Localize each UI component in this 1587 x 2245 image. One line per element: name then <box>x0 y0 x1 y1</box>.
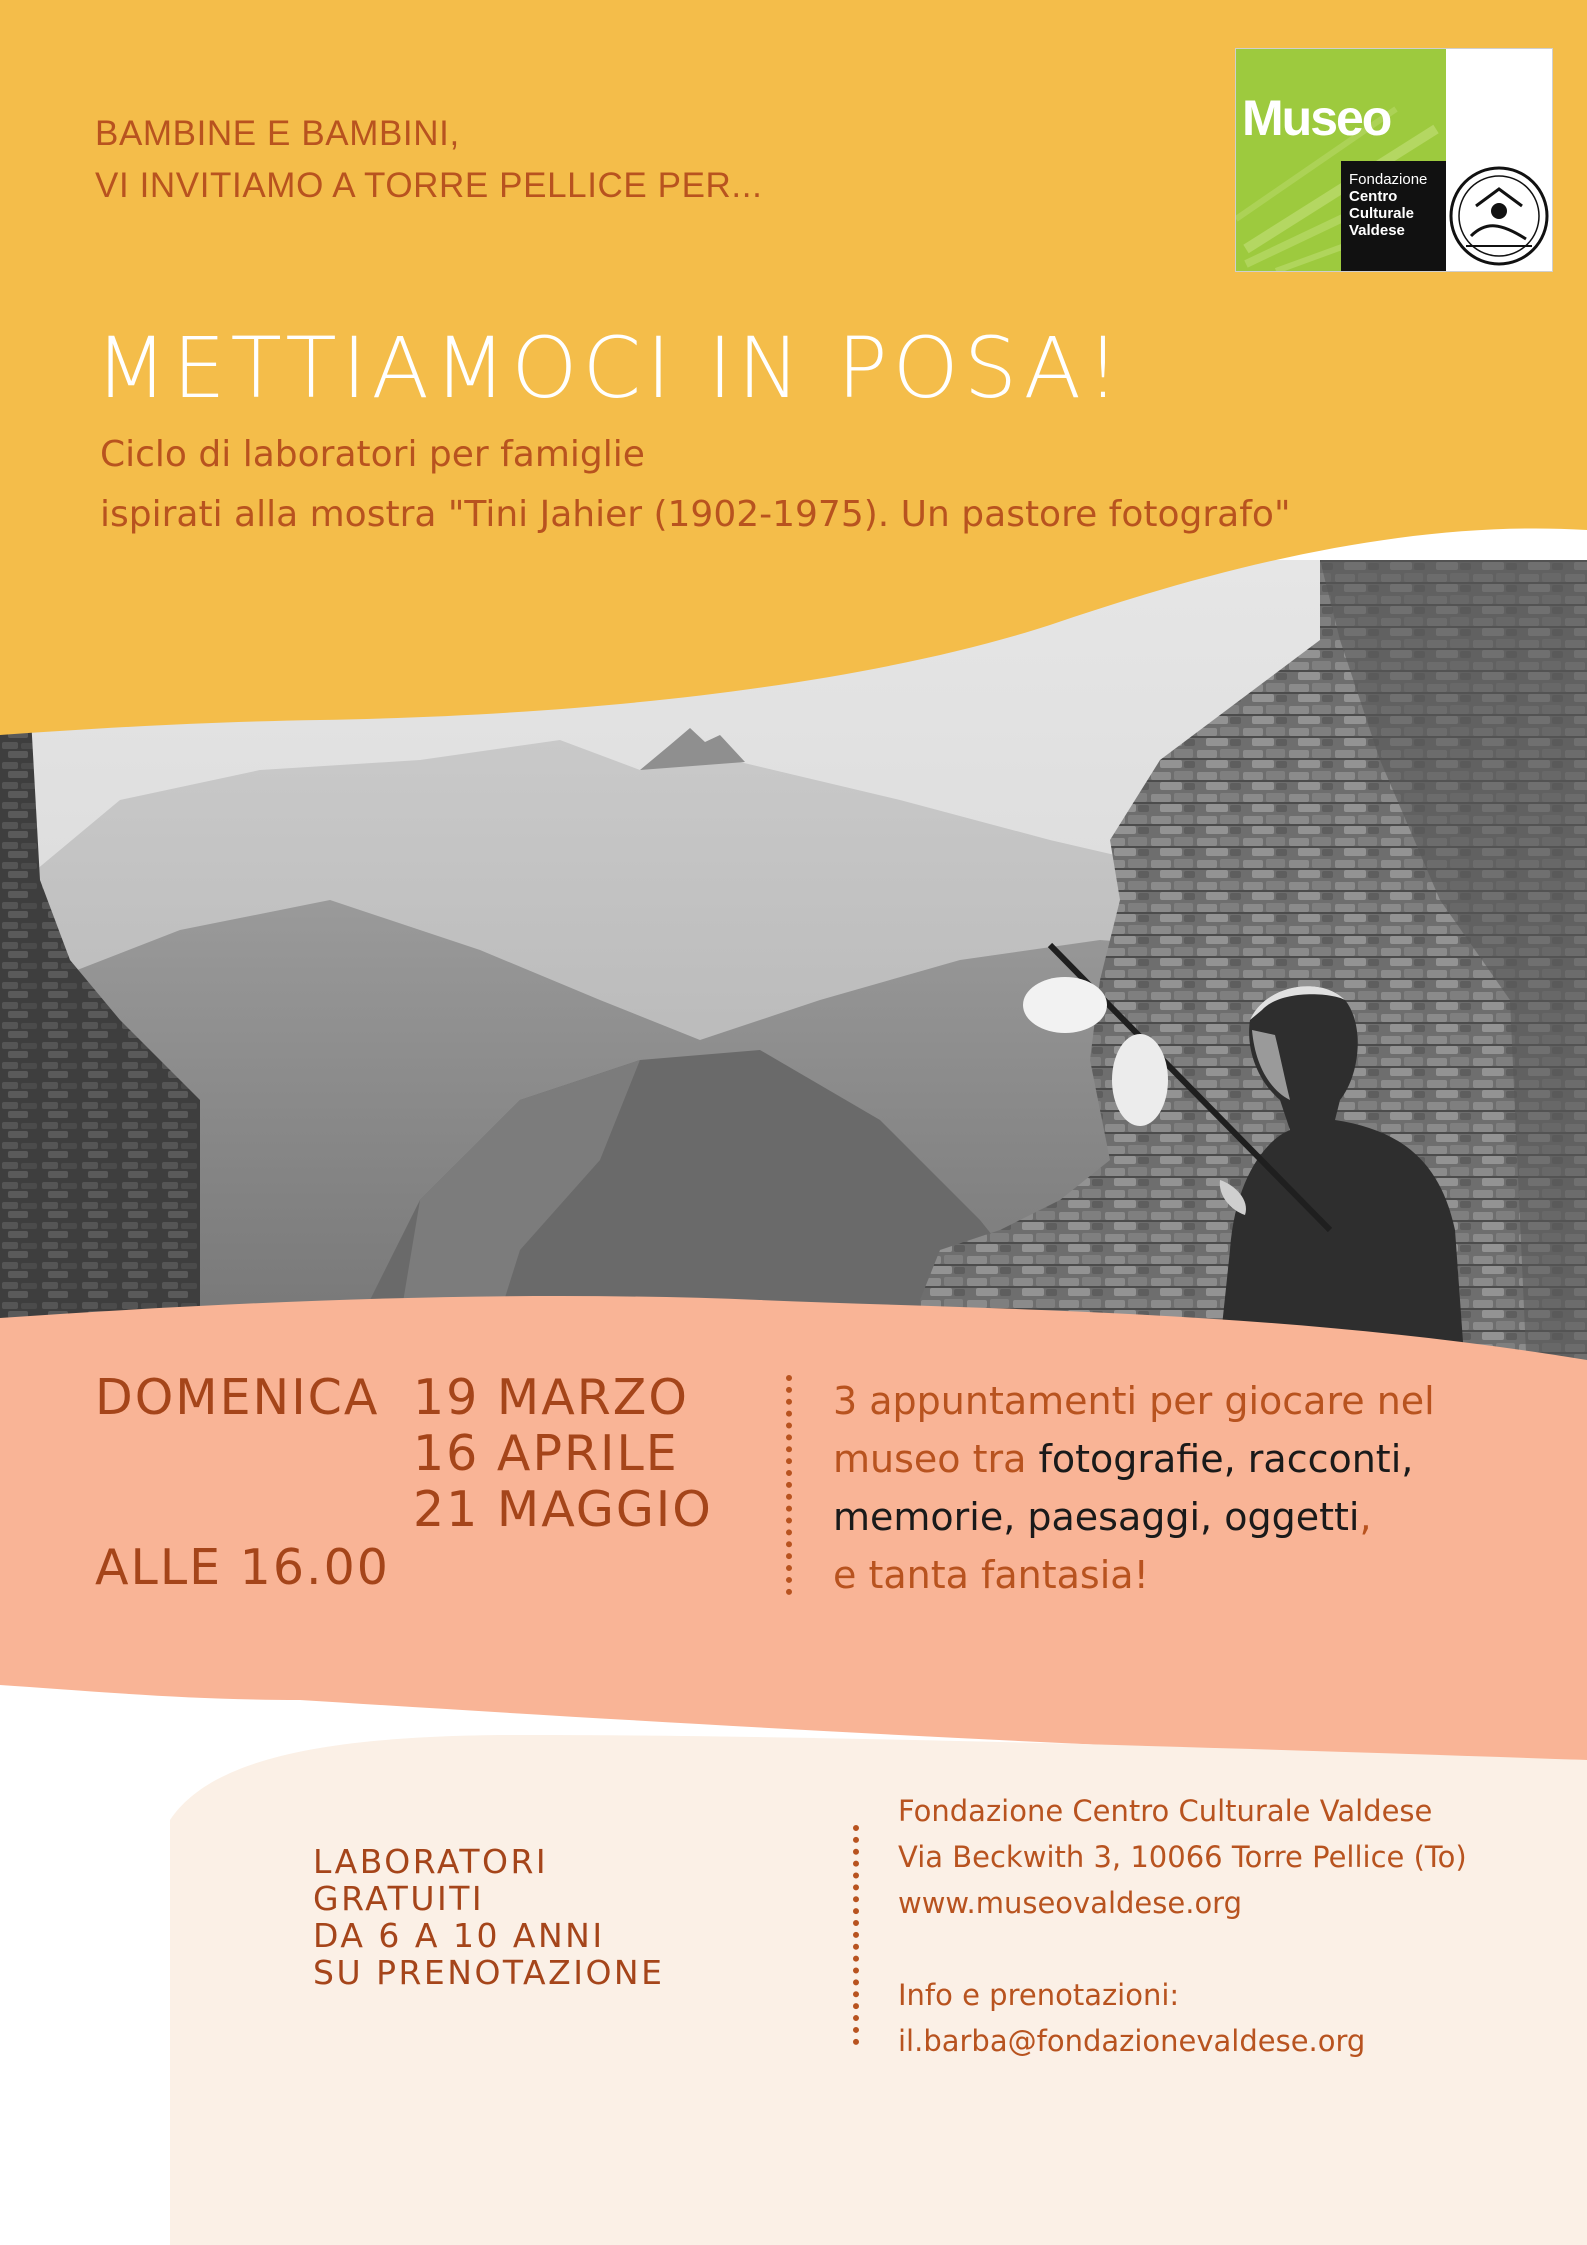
description-line-2-em: fotografie, racconti, <box>1038 1437 1414 1481</box>
description-line-4: e tanta fantasia! <box>833 1553 1149 1597</box>
free-line-2: GRATUITI <box>313 1879 485 1918</box>
free-workshops <box>313 1843 664 1991</box>
page-title: METTIAMOCI IN POSA! <box>95 319 1125 417</box>
schedule-date-2: 16 APRILE <box>413 1425 679 1482</box>
logo-org-line-2: Centro <box>1349 188 1398 205</box>
description-line-3-em: memorie, paesaggi, oggetti <box>833 1495 1360 1539</box>
subtitle <box>100 425 1500 545</box>
subtitle-line-1: Ciclo di laboratori per famiglie <box>100 434 645 475</box>
logo-name: Museo <box>1242 90 1391 146</box>
free-line-3: DA 6 A 10 ANNI <box>313 1916 605 1955</box>
intro-text <box>95 108 995 212</box>
contact-website-link[interactable]: www.museovaldese.org <box>898 1886 1243 1920</box>
museum-logo <box>1235 48 1553 272</box>
subtitle-line-2: ispirati alla mostra "Tini Jahier (1902-1975). Un pastore fotografo" <box>100 494 1291 535</box>
intro-line-2: VI INVITIAMO A TORRE PELLICE PER... <box>95 166 763 205</box>
description-line-1: 3 appuntamenti per giocare nel <box>833 1379 1435 1423</box>
description <box>833 1372 1533 1604</box>
logo-org-line-4: Valdese <box>1349 222 1405 239</box>
description-line-2 <box>833 1430 1533 1488</box>
schedule-separator <box>786 1375 792 1595</box>
free-line-1: LABORATORI <box>313 1842 549 1881</box>
contacts-separator <box>853 1825 859 2045</box>
contact-org: Fondazione Centro Culturale Valdese <box>898 1794 1433 1828</box>
description-line-3 <box>833 1488 1533 1546</box>
schedule-time: ALLE 16.00 <box>95 1539 390 1596</box>
description-line-3-post: , <box>1359 1495 1372 1539</box>
contact-email-link[interactable]: il.barba@fondazionevaldese.org <box>898 2024 1366 2058</box>
contact-address: Via Beckwith 3, 10066 Torre Pellice (To) <box>898 1840 1467 1874</box>
contacts <box>898 1788 1467 2064</box>
logo-foundation <box>1349 171 1427 239</box>
logo-org-line-3: Culturale <box>1349 205 1415 222</box>
free-line-4: SU PRENOTAZIONE <box>313 1953 665 1992</box>
schedule-date-1: 19 MARZO <box>413 1369 689 1426</box>
contact-info-label: Info e prenotazioni: <box>898 1978 1180 2012</box>
description-line-2-pre: museo tra <box>833 1437 1039 1481</box>
contact-spacer <box>898 1926 1467 1972</box>
logo-org-line-1: Fondazione <box>1349 171 1428 188</box>
schedule-day-label: DOMENICA <box>95 1369 380 1426</box>
schedule-date-3: 21 MAGGIO <box>413 1481 713 1538</box>
logo-emblem-icon <box>1446 161 1552 271</box>
intro-line-1: BAMBINE E BAMBINI, <box>95 114 460 153</box>
